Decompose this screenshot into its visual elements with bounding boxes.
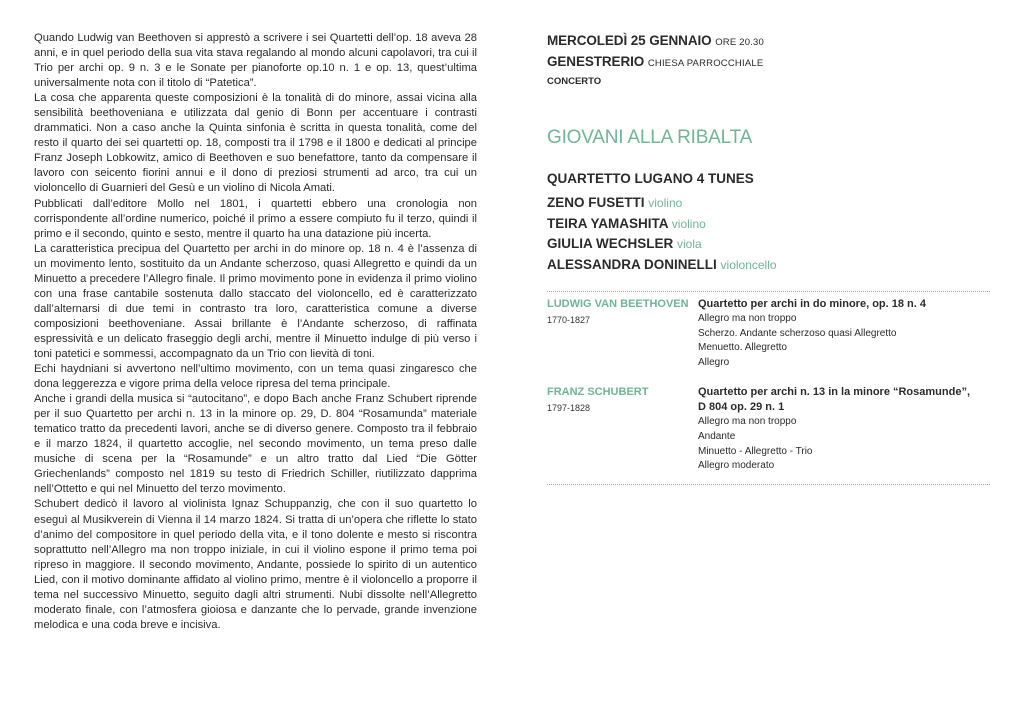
movement: Allegro moderato: [698, 460, 775, 472]
composer-dates: 1797-1828: [547, 403, 591, 414]
work-title: Quartetto per archi n. 13 in la minore “Rosamunde”,: [698, 386, 971, 399]
work-block: [698, 297, 990, 370]
work-block: [698, 385, 990, 473]
movement: Allegro ma non troppo: [698, 416, 797, 428]
dotted-divider: [547, 484, 990, 485]
performer: [547, 255, 990, 276]
performer-instrument: violino: [648, 196, 683, 210]
event-venue: CHIESA PARROCCHIALE: [647, 58, 764, 69]
performer: [547, 214, 990, 235]
composer-block: [547, 385, 698, 473]
event-place: GENESTRERIO: [547, 54, 645, 69]
performer-name: TEIRA YAMASHITA: [547, 215, 669, 231]
program: [547, 291, 990, 485]
composer-block: [547, 297, 698, 370]
performer-name: GIULIA WECHSLER: [547, 236, 674, 251]
essay-paragraph: Anche i grandi della musica si “autocitano”, e dopo Bach anche Franz Schubert riprende per il suo Quartetto per archi n. 13 in la minore op. 29, D. 804 “Rosamunda” materiale tematico tratto da precedenti lavori, anche se di diverso genere. Composto tra il febbraio e il marzo 1824, il quartetto accoglie, nel secondo movimento, un tema preso dalle musiche di scena per la “Rosamunde” e un altro tratto dal Lied “Die Götter Griechenlands” composto nel 1819 su testo di Friedrich Schiller, riutilizzato dapprima nell’Ottetto e qui nel Minuetto del terzo movimento.: [34, 393, 477, 496]
essay-paragraph: Schubert dedicò il lavoro al violinista Ignaz Schuppanzig, che con il suo quartetto lo eseguì al Musikverein di Vienna il 14 marzo 1824. Si tratta di un’opera che riflette lo stato d’animo del compositore in quel periodo della vita, e il tono dolente e mesto si riscontra soprattutto nell’Allegro ma non troppo iniziale, in cui il violino espone il primo tema poi ripreso in maggiore. Il secondo movimento, Andante, possiede lo spirito di un autentico Lied, con il motivo dominante affidato al violino primo, mentre è il violoncello a proporre il tema nel successivo Minuetto, seguito dagli altri strumenti. Nubi dissolte nell’Allegretto moderato finale, con l’atmosfera gioiosa e danzante che lo pervade, grande invenzione melodica e una coda breve e incisiva.: [34, 498, 477, 631]
performer: [547, 234, 990, 255]
movement: Allegro ma non troppo: [698, 313, 797, 324]
movement: Allegro: [698, 356, 730, 368]
essay-paragraph: Echi haydniani si avvertono nell’ultimo movimento, con un tema quasi zingaresco che dona leggerezza e vigore prima della veloce ripresa del tema principale.: [34, 363, 477, 391]
event-date-line: [547, 31, 990, 52]
event-type: CONCERTO: [547, 76, 602, 87]
essay-paragraph: Pubblicati dall’editore Mollo nel 1801, i quartetti ebbero una cronologia non corrispondente all’ordine numerico, poiché il primo a essere compiuto fu il terzo, quindi il primo e il secondo, quinto e sesto, mentre il quarto ha una datazione più incerta.: [34, 197, 477, 240]
movement: Andante: [698, 430, 736, 442]
performer-name: ZENO FUSETTI: [547, 195, 645, 210]
program-entry: [547, 292, 990, 380]
essay-paragraph: La caratteristica precipua del Quartetto per archi in do minore op. 18 n. 4 è l’assenza di un movimento lento, sostituito da un Andante scherzoso, quasi Allegretto e quindi da un Minuetto a precedere l’Allegro finale. Il primo movimento pone in evidenza il primo violino con una frase cantabile sostenuta dallo staccato del violoncello, ed è caratterizzato dall’alternarsi di due temi in contrasto tra loro, caratteristica comune a diverse composizioni beethoveniane. Assai brillante è l’Andante scherzoso, di raffinata espressività e un delicato fraseggio degli archi, mentre il Minuetto indulge di più verso i toni patetici e sommessi, accompagnato da un Trio con lievità di toni.: [34, 242, 477, 360]
event-time: ORE 20.30: [715, 37, 764, 48]
program-entry: [547, 380, 990, 483]
series-title: GIOVANI ALLA RIBALTA: [547, 127, 753, 148]
movement: Minuetto - Allegretto - Trio: [698, 445, 813, 457]
essay-column: [34, 31, 477, 633]
performer-instrument: violino: [671, 216, 706, 231]
event-date: MERCOLEDÌ 25 GENNAIO: [547, 33, 712, 48]
ensemble-name: QUARTETTO LUGANO 4 TUNES: [547, 171, 754, 186]
composer-name: LUDWIG VAN BEETHOVEN: [547, 298, 689, 310]
work-title: D 804 op. 29 n. 1: [698, 401, 785, 414]
essay-paragraph: La cosa che apparenta queste composizioni è la tonalità di do minore, assai vicina alla sensibilità beethoveniana e utilizzata dal genio di Bonn per accentuare i contrasti drammatici. Non a caso anche la Quinta sinfonia è scritta in questa tonalità, come del resto il quarto dei sei quartetti op. 18, composti tra il 1798 e il 1800 e dedicati al principe Franz Joseph Lobkowitz, amico di Beethoven e suo benefattore, tanto da compensare il lavoro con seicento fiorini annui e il dono di preziosi strumenti ad arco, tra cui un violoncello di Guarnieri del Gesù e un violino di Nicola Amati.: [34, 92, 477, 195]
event-column: [547, 31, 990, 485]
performer-instrument: viola: [677, 237, 702, 251]
work-title: Quartetto per archi in do minore, op. 18 n. 4: [698, 298, 926, 310]
movement: Menuetto. Allegretto: [698, 342, 787, 354]
essay-paragraph: Quando Ludwig van Beethoven si apprestò a scrivere i sei Quartetti dell’op. 18 aveva 28 anni, e in quel periodo della sua vita stava regalando al mondo alcuni capolavori, tra cui il Trio per archi op. 9 n. 3 e le Sonate per pianoforte op.10 n. 1 e op. 13, quest’ultima universalmente nota con il titolo di “Patetica”.: [34, 32, 477, 90]
movement: Scherzo. Andante scherzoso quasi Allegretto: [698, 327, 897, 339]
performer-list: [547, 193, 990, 275]
composer-name: FRANZ SCHUBERT: [547, 386, 649, 399]
performer: [547, 193, 990, 214]
performer-instrument: violoncello: [720, 257, 777, 272]
event-place-line: [547, 52, 990, 73]
performer-name: ALESSANDRA DONINELLI: [547, 256, 717, 272]
composer-dates: 1770-1827: [547, 315, 591, 325]
